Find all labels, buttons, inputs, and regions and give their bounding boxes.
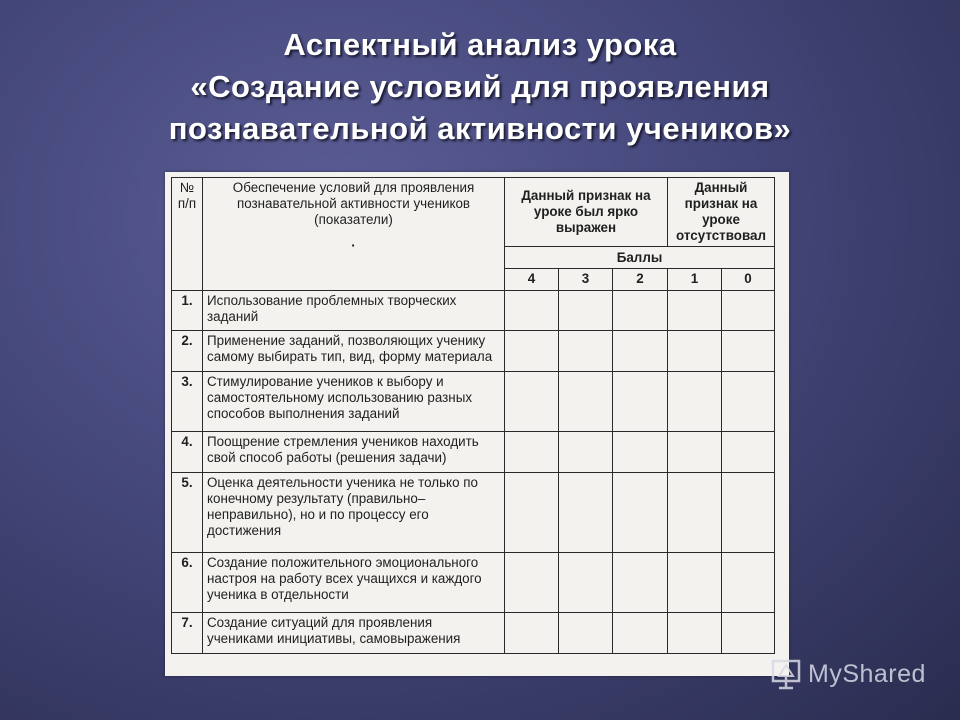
header-num: № п/п — [172, 178, 203, 291]
table-row — [172, 291, 775, 331]
score-cell — [722, 432, 775, 473]
table-row — [172, 372, 775, 432]
watermark-text: MyShared — [808, 659, 926, 688]
row-criterion: Стимулирование учеников к выбору и самостоятельному использованию разных способов выполнения заданий — [203, 372, 505, 432]
score-cell — [505, 372, 559, 432]
row-criterion: Применение заданий, позволяющих ученику самому выбирать тип, вид, форму материала — [203, 331, 505, 372]
score-cell — [505, 432, 559, 473]
score-cell — [613, 473, 668, 553]
score-cell — [668, 291, 722, 331]
score-cell — [668, 331, 722, 372]
row-criterion: Использование проблемных творческих заданий — [203, 291, 505, 331]
table-row — [172, 432, 775, 473]
score-header-1: 1 — [668, 269, 722, 291]
score-header-3: 3 — [559, 269, 613, 291]
table-row — [172, 553, 775, 613]
score-cell — [505, 473, 559, 553]
tree-logo-icon — [770, 657, 802, 691]
header-dot: · — [351, 238, 356, 253]
row-criterion: Поощрение стремления учеников находить свой способ работы (решения задачи) — [203, 432, 505, 473]
row-criterion: Создание ситуаций для проявления учениками инициативы, самовыражения — [203, 613, 505, 654]
score-cell — [613, 613, 668, 654]
header-criteria-text: Обеспечение условий для проявления познавательной активности учеников (показатели) — [232, 180, 475, 227]
score-cell — [722, 291, 775, 331]
title-line-3: познавательной активности учеников» — [168, 111, 792, 146]
title-line-2: «Создание условий для проявления — [190, 69, 770, 104]
score-cell — [722, 473, 775, 553]
score-cell — [505, 331, 559, 372]
score-cell — [722, 553, 775, 613]
row-number: 2. — [172, 331, 203, 372]
score-cell — [505, 291, 559, 331]
score-cell — [613, 432, 668, 473]
score-cell — [613, 372, 668, 432]
header-criteria — [203, 178, 505, 291]
score-cell — [559, 473, 613, 553]
slide-title — [0, 24, 960, 150]
score-cell — [613, 331, 668, 372]
row-number: 1. — [172, 291, 203, 331]
score-cell — [722, 613, 775, 654]
row-number: 5. — [172, 473, 203, 553]
score-cell — [668, 473, 722, 553]
score-header-0: 0 — [722, 269, 775, 291]
score-cell — [668, 613, 722, 654]
score-cell — [668, 372, 722, 432]
table-row — [172, 613, 775, 654]
row-number: 3. — [172, 372, 203, 432]
score-cell — [559, 331, 613, 372]
score-cell — [722, 372, 775, 432]
scanned-document — [165, 172, 789, 676]
watermark — [770, 654, 926, 694]
score-header-2: 2 — [613, 269, 668, 291]
table-row — [172, 331, 775, 372]
score-cell — [559, 613, 613, 654]
score-header-4: 4 — [505, 269, 559, 291]
score-cell — [668, 553, 722, 613]
score-cell — [559, 553, 613, 613]
score-cell — [505, 553, 559, 613]
score-cell — [559, 372, 613, 432]
row-number: 4. — [172, 432, 203, 473]
table-row — [172, 473, 775, 553]
score-cell — [613, 291, 668, 331]
row-number: 7. — [172, 613, 203, 654]
analysis-table — [171, 177, 775, 654]
header-present: Данный признак на уроке был ярко выражен — [505, 178, 668, 247]
score-cell — [559, 432, 613, 473]
row-number: 6. — [172, 553, 203, 613]
row-criterion: Оценка деятельности ученика не только по конечному результату (правильно– неправильно), но и по процессу его достижения — [203, 473, 505, 553]
score-cell — [559, 291, 613, 331]
score-cell — [668, 432, 722, 473]
score-cell — [613, 553, 668, 613]
header-points: Баллы — [505, 247, 775, 269]
row-criterion: Создание положительного эмоционального настроя на работу всех учащихся и каждого ученика в отдельности — [203, 553, 505, 613]
header-absent: Данный признак на уроке отсутствовал — [668, 178, 775, 247]
score-cell — [722, 331, 775, 372]
title-line-1: Аспектный анализ урока — [283, 27, 677, 62]
score-cell — [505, 613, 559, 654]
